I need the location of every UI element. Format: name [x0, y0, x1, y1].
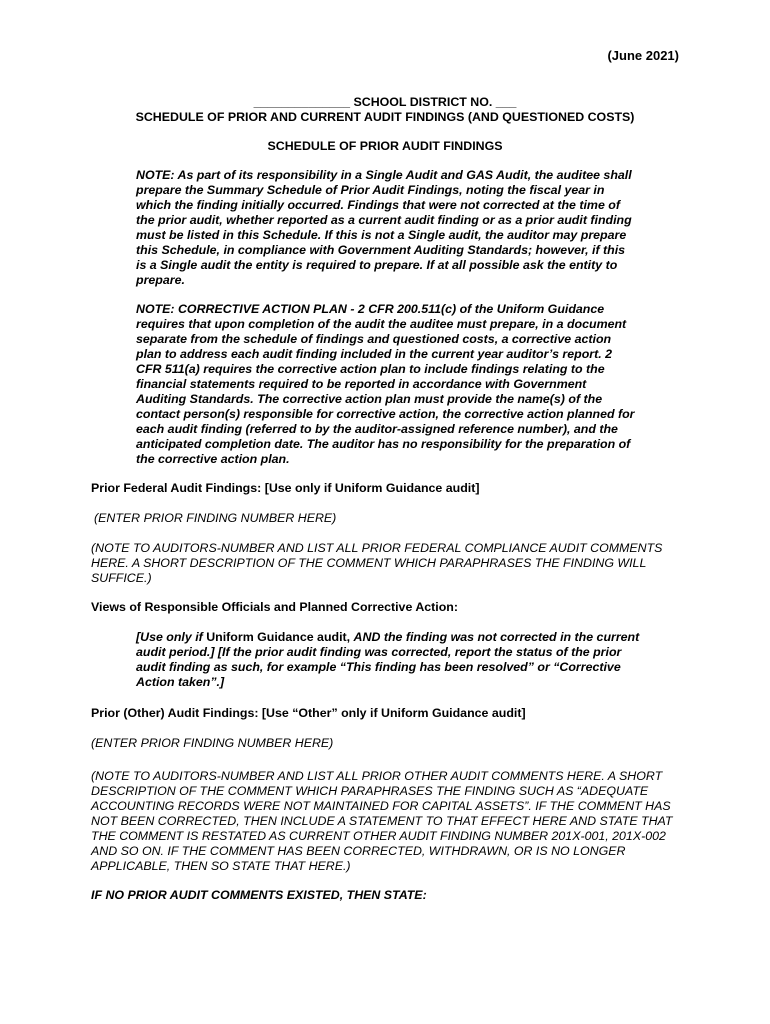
federal-finding-number-placeholder: (ENTER PRIOR FINDING NUMBER HERE) — [94, 511, 337, 525]
views-heading: Views of Responsible Officials and Planned Corrective Action: — [91, 600, 458, 614]
single-audit-note: NOTE: As part of its responsibility in a Single Audit and GAS Audit, the auditee shall prepare the Summary Schedule of Prior Audit Findings, noting the fiscal year in which the finding initially occurred. Findings that were not corrected at the time of the prior audit, whether reported as a current audit finding or as a prior audit finding must be listed in this Schedule. If this is not a Single audit, the auditor may prepare this Schedule, in compliance with Government Auditing Standards; however, if this is a Single audit the entity is required to prepare. If at all possible ask the entity to prepare. — [136, 168, 632, 287]
views-text-c: AND the finding was not corrected in the current audit period.] [If the prior audit finding was corrected, report the status of the prior audit finding as such, for example “This finding has been resolved” or “Corrective Action taken”.] — [136, 630, 640, 689]
views-text-a: [Use only if — [136, 630, 203, 644]
federal-findings-heading: Prior Federal Audit Findings: [Use only if Uniform Guidance audit] — [91, 481, 480, 495]
other-finding-number-placeholder: (ENTER PRIOR FINDING NUMBER HERE) — [91, 736, 334, 750]
federal-auditor-note: (NOTE TO AUDITORS-NUMBER AND LIST ALL PRIOR FEDERAL COMPLIANCE AUDIT COMMENTS HERE. A SHORT DESCRIPTION OF THE COMMENT WHICH PARAPHRASES THE FINDING WILL SUFFICE.) — [91, 541, 663, 585]
main-title: SCHEDULE OF PRIOR AND CURRENT AUDIT FINDINGS (AND QUESTIONED COSTS) — [135, 110, 635, 124]
other-findings-heading: Prior (Other) Audit Findings: [Use “Other” only if Uniform Guidance audit] — [91, 706, 526, 720]
corrective-action-note: NOTE: CORRECTIVE ACTION PLAN - 2 CFR 200.511(c) of the Uniform Guidance requires that upon completion of the audit the auditee must prepare, in a document separate from the schedule of findings and questioned costs, a corrective action plan to address each audit finding included in the current year auditor’s report. 2 CFR 511(a) requires the corrective action plan to include findings relating to the financial statements required to be reported in accordance with Government Auditing Standards. The corrective action plan must provide the name(s) of the contact person(s) responsible for corrective action, the corrective action planned for each audit finding (referred to by the auditor-assigned reference number), and the anticipated completion date. The auditor has no responsibility for the preparation of the corrective action plan. — [136, 302, 635, 466]
no-prior-comments-statement: IF NO PRIOR AUDIT COMMENTS EXISTED, THEN STATE: — [91, 888, 427, 902]
section-title: SCHEDULE OF PRIOR AUDIT FINDINGS — [267, 139, 503, 153]
views-instructions — [136, 630, 646, 690]
document-date: (June 2021) — [607, 48, 679, 63]
district-line: ______________ SCHOOL DISTRICT NO. ___ — [253, 95, 517, 109]
other-auditor-note: (NOTE TO AUDITORS-NUMBER AND LIST ALL PRIOR OTHER AUDIT COMMENTS HERE. A SHORT DESCRIPTION OF THE COMMENT WHICH PARAPHRASES THE FINDING SUCH AS “ADEQUATE ACCOUNTING RECORDS WERE NOT MAINTAINED FOR CAPITAL ASSETS”. IF THE COMMENT HAS NOT BEEN CORRECTED, THEN INCLUDE A STATEMENT TO THAT EFFECT HERE AND STATE THAT THE COMMENT IS RESTATED AS CURRENT OTHER AUDIT FINDING NUMBER 201X-001, 201X-002 AND SO ON. IF THE COMMENT HAS BEEN CORRECTED, WITHDRAWN, OR IS NO LONGER APPLICABLE, THEN SO STATE THAT HERE.) — [91, 769, 673, 873]
views-text-b: Uniform Guidance audit, — [202, 630, 354, 644]
